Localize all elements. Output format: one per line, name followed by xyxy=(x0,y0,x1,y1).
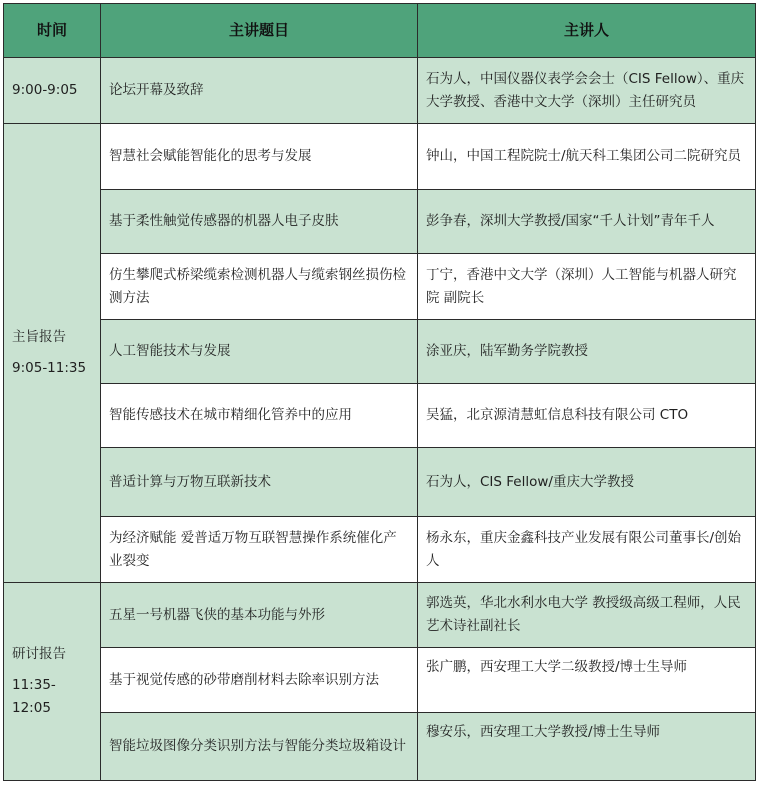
time-cell xyxy=(4,124,101,583)
schedule-table xyxy=(3,3,756,781)
speaker-cell: 杨永东，重庆金鑫科技产业发展有限公司董事长/创始人 xyxy=(418,517,756,583)
speaker-cell: 郭选英，华北水利水电大学 教授级高级工程师，人民艺术诗社副社长 xyxy=(418,583,756,648)
speaker-cell: 吴猛，北京源清慧虹信息科技有限公司 CTO xyxy=(418,384,756,448)
topic-cell: 仿生攀爬式桥梁缆索检测机器人与缆索钢丝损伤检测方法 xyxy=(101,254,418,320)
table-row xyxy=(4,254,756,320)
speaker-cell: 彭争春，深圳大学教授/国家“千人计划”青年千人 xyxy=(418,190,756,254)
topic-cell: 五星一号机器飞侠的基本功能与外形 xyxy=(101,583,418,648)
header-time: 时间 xyxy=(4,4,101,58)
topic-cell: 普适计算与万物互联新技术 xyxy=(101,448,418,517)
table-row xyxy=(4,58,756,124)
speaker-cell: 石为人，中国仪器仪表学会会士（CIS Fellow）、重庆大学教授、香港中文大学（深圳）主任研究员 xyxy=(418,58,756,124)
table-row xyxy=(4,517,756,583)
table-row xyxy=(4,124,756,190)
speaker-cell: 涂亚庆，陆军勤务学院教授 xyxy=(418,320,756,384)
topic-cell: 智能传感技术在城市精细化管养中的应用 xyxy=(101,384,418,448)
table-row xyxy=(4,713,756,781)
speaker-cell: 穆安乐，西安理工大学教授/博士生导师 xyxy=(418,713,756,781)
table-row xyxy=(4,384,756,448)
table-row xyxy=(4,190,756,254)
header-speaker: 主讲人 xyxy=(418,4,756,58)
topic-cell: 论坛开幕及致辞 xyxy=(101,58,418,124)
header-row xyxy=(4,4,756,58)
topic-cell: 基于视觉传感的砂带磨削材料去除率识别方法 xyxy=(101,648,418,713)
speaker-cell: 张广鹏，西安理工大学二级教授/博士生导师 xyxy=(418,648,756,713)
table-row xyxy=(4,648,756,713)
time-cell xyxy=(4,58,101,124)
topic-cell: 人工智能技术与发展 xyxy=(101,320,418,384)
speaker-cell: 丁宁，香港中文大学（深圳）人工智能与机器人研究院 副院长 xyxy=(418,254,756,320)
speaker-cell: 石为人，CIS Fellow/重庆大学教授 xyxy=(418,448,756,517)
time-cell xyxy=(4,583,101,781)
time-range: 9:00-9:05 xyxy=(12,82,78,98)
time-range: 11:35-12:05 xyxy=(12,677,56,716)
topic-cell: 基于柔性触觉传感器的机器人电子皮肤 xyxy=(101,190,418,254)
time-label: 主旨报告 xyxy=(12,329,66,345)
table-row xyxy=(4,448,756,517)
header-topic: 主讲题目 xyxy=(101,4,418,58)
topic-cell: 智慧社会赋能智能化的思考与发展 xyxy=(101,124,418,190)
topic-cell: 智能垃圾图像分类识别方法与智能分类垃圾箱设计 xyxy=(101,713,418,781)
table-row xyxy=(4,583,756,648)
table-row xyxy=(4,320,756,384)
time-label: 研讨报告 xyxy=(12,646,66,662)
time-range: 9:05-11:35 xyxy=(12,360,87,376)
speaker-cell: 钟山，中国工程院院士/航天科工集团公司二院研究员 xyxy=(418,124,756,190)
topic-cell: 为经济赋能 爱普适万物互联智慧操作系统催化产业裂变 xyxy=(101,517,418,583)
